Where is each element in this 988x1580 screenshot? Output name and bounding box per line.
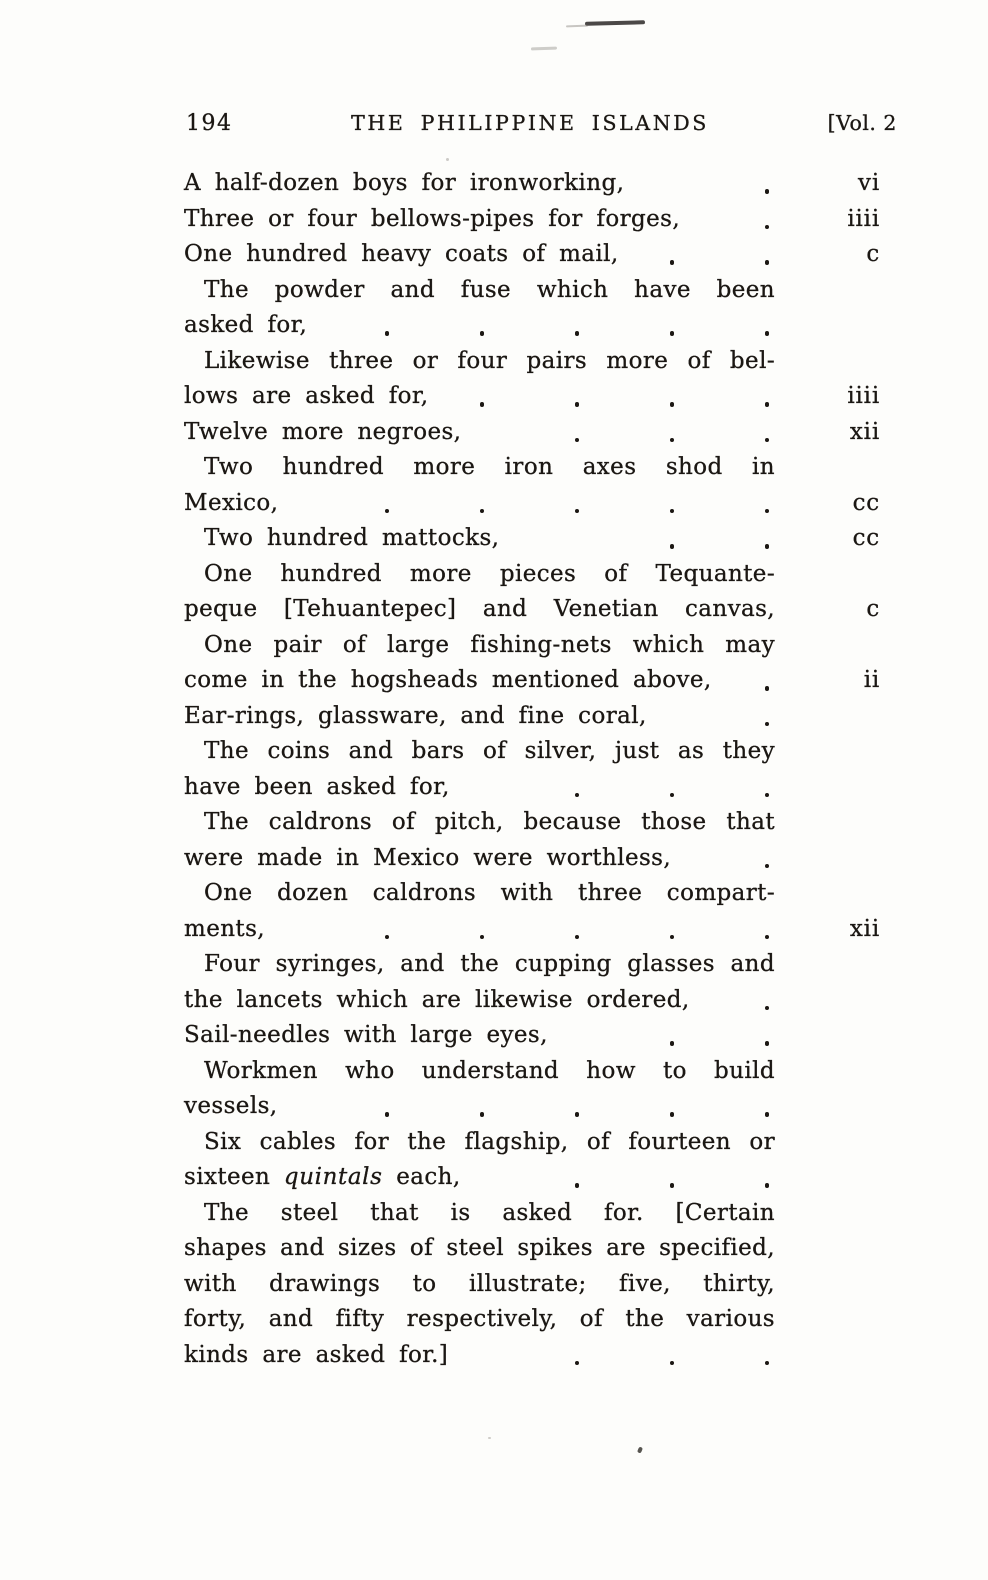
list-line [184,663,880,699]
leader-dot [670,544,675,549]
leader-dot [765,935,770,940]
line-text: Three or four bellows-pipes for forges, [184,202,775,238]
line-text: One hundred heavy coats of mail, [184,237,775,273]
list-line [184,734,880,770]
line-text: One dozen caldrons with three compart- [204,880,775,906]
line-text: forty, and fifty respectively, of the various [184,1306,775,1332]
leader-dot [765,722,770,727]
leader-dot [670,1183,675,1188]
list-line [184,379,880,415]
line-text: asked for, [184,308,775,344]
list-line [184,592,880,628]
line-text: Two hundred mattocks, [184,521,775,557]
quantity-value: c [866,596,880,622]
line-text: sixteen quintals each, [184,1160,775,1196]
line-text: The coins and bars of silver, just as they [204,738,775,764]
list-line [184,1267,880,1303]
line-text: One pair of large fishing-nets which may [204,631,775,658]
leader-dot [765,509,770,514]
quantity-value: xii [849,418,880,445]
leader-dot [575,1183,580,1188]
list-line [184,166,880,202]
leader-dot [385,1112,390,1117]
leader-dot [765,544,770,549]
line-text: have been asked for, [184,770,775,806]
leader-dot [670,260,675,265]
line-text: Six cables for the flagship, of fourteen or [204,1128,775,1155]
leader-dot [765,1183,770,1188]
list-line [184,805,880,841]
scan-artifact [566,25,588,28]
list-line [184,1089,880,1125]
leader-dot [670,509,675,514]
leader-dot [480,935,485,940]
page-header [186,110,897,137]
line-text: Four syringes, and the cupping glasses and [204,951,775,977]
line-text: come in the hogsheads mentioned above, [184,663,775,699]
quantity-value: iiii [847,383,880,409]
list-line [184,770,880,806]
line-text: ments, [184,912,775,948]
line-text: Two hundred more iron axes shod in [204,454,775,480]
leader-dot [575,438,580,443]
leader-dot [385,509,390,514]
leader-dot [765,1006,770,1011]
line-text: kinds are asked for.] [184,1338,775,1374]
volume-label: [Vol. 2 [827,111,897,135]
list-line [184,344,880,380]
line-text: with drawings to illustrate; five, thirty, [184,1270,775,1297]
line-text: The steel that is asked for. [Certain [204,1199,775,1226]
leader-dot [670,935,675,940]
list-line [184,699,880,735]
leader-dot [670,1361,675,1366]
leader-dot [765,793,770,798]
line-list [184,166,880,1373]
leader-dot [765,260,770,265]
leader-dot [765,686,770,691]
leader-dot [575,935,580,940]
line-text: shapes and sizes of steel spikes are specified, [184,1235,775,1261]
leader-dot [575,1112,580,1117]
list-line [184,1338,880,1374]
quantity-value: xii [849,915,880,942]
leader-dot [670,1112,675,1117]
leader-dot [670,1041,675,1046]
leader-dot [480,331,485,336]
line-text: Ear-rings, glassware, and fine coral, [184,699,775,735]
italic-word: quintals [283,1164,383,1190]
page-number: 194 [186,111,233,136]
leader-dot [670,331,675,336]
line-text: Twelve more negroes, [184,415,775,451]
leader-dot [765,1112,770,1117]
list-line [184,1125,880,1161]
leader-dot [765,331,770,336]
leader-dot [670,793,675,798]
list-line [184,841,880,877]
list-line [184,450,880,486]
line-text: The caldrons of pitch, because those that [204,809,775,835]
leader-dot [575,331,580,336]
leader-dot [385,331,390,336]
list-line [184,876,880,912]
leader-dot [765,225,770,230]
line-text: Likewise three or four pairs more of bel- [204,347,775,374]
leader-dot [765,438,770,443]
list-line [184,557,880,593]
list-line [184,1196,880,1232]
leader-dot [385,935,390,940]
line-text: Workmen who understand how to build [204,1057,775,1084]
line-text: The powder and fuse which have been [204,276,775,303]
list-line [184,1018,880,1054]
quantity-value: cc [852,489,880,516]
quantity-value: ii [863,667,880,693]
leader-dot [765,402,770,407]
list-line [184,1231,880,1267]
line-text: lows are asked for, [184,379,775,415]
scan-artifact [637,1446,643,1453]
quantity-value: cc [852,525,880,551]
list-line [184,983,880,1019]
scan-artifact [585,20,645,26]
leader-dot [765,1361,770,1366]
line-text: peque [Tehuantepec] and Venetian canvas, [184,596,775,622]
leader-dot [480,402,485,407]
list-line [184,628,880,664]
line-text: the lancets which are likewise ordered, [184,983,775,1019]
running-title: THE PHILIPPINE ISLANDS [351,111,709,135]
scan-artifact [488,1437,491,1439]
list-line [184,273,880,309]
line-text: Sail-needles with large eyes, [184,1018,775,1054]
leader-dot [670,438,675,443]
scan-artifact [531,47,557,51]
leader-dot [575,1361,580,1366]
list-line [184,521,880,557]
leader-dot [575,509,580,514]
leader-dot [765,1041,770,1046]
line-text: A half-dozen boys for ironworking, [184,166,775,202]
quantity-value: iiii [847,205,880,232]
list-line [184,1160,880,1196]
scan-artifact [446,158,449,161]
leader-dot [575,793,580,798]
list-line [184,1054,880,1090]
leader-dot [480,509,485,514]
list-line [184,912,880,948]
line-text: vessels, [184,1089,775,1125]
quantity-value: c [866,241,880,267]
quantity-value: vi [858,170,880,196]
leader-dot [765,189,770,194]
leader-dot [480,1112,485,1117]
list-line [184,202,880,238]
list-line [184,237,880,273]
list-line [184,947,880,983]
list-line [184,415,880,451]
list-line [184,308,880,344]
line-text: were made in Mexico were worthless, [184,841,775,877]
line-text: Mexico, [184,486,775,522]
list-line [184,1302,880,1338]
line-text: One hundred more pieces of Tequante- [204,560,775,587]
leader-dot [575,402,580,407]
leader-dot [670,402,675,407]
leader-dot [765,864,770,869]
list-line [184,486,880,522]
